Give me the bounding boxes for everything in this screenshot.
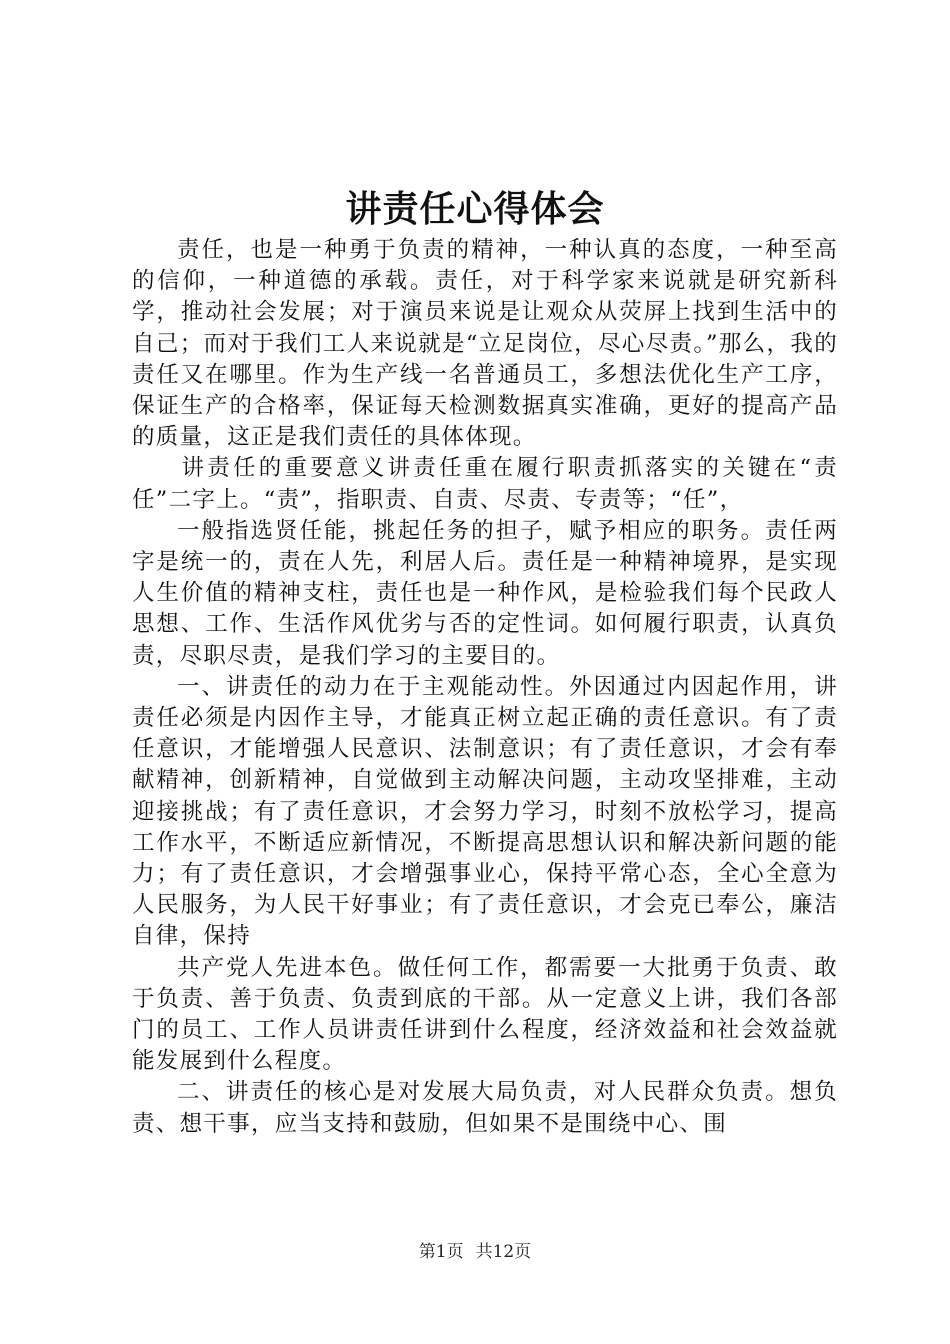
paragraph-4: 一、讲责任的动力在于主观能动性。外因通过内因起作用，讲责任必须是内因作主导，才能真正树立起正确的责任意识。有了责任意识，才能增强人民意识、法制意识；有了责任意识，才会有奉献精神，创新精神，自觉做到主动解决问题，主动攻坚排难，主动迎接挑战；有了责任意识，才会努力学习，时刻不放松学习，提高工作水平，不断适应新情况，不断提高思想认识和解决新问题的能力；有了责任意识，才会增强事业心，保持平常心态，全心全意为人民服务，为人民干好事业；有了责任意识，才会克已奉公，廉洁自律，保持: [132, 673, 838, 950]
paragraph-3: 一般指选贤任能，挑起任务的担子，赋予相应的职务。责任两字是统一的，责在人先，利居人后。责任是一种精神境界，是实现人生价值的精神支柱，责任也是一种作风，是检验我们每个民政人思想、工作、生活作风优劣与否的定性词。如何履行职责，认真负责，尽职尽责，是我们学习的主要目的。: [132, 517, 838, 669]
page-number: 第1页: [418, 1242, 464, 1262]
paragraph-1: 责任，也是一种勇于负责的精神，一种认真的态度，一种至高的信仰，一种道德的承载。责任，对于科学家来说就是研究新科学，推动社会发展；对于演员来说是让观众从荧屏上找到生活中的自己；而对于我们工人来说就是“立足岗位，尽心尽责。”那么，我的责任又在哪里。作为生产线一名普通员工，多想法优化生产工序，保证生产的合格率，保证每天检测数据真实准确，更好的提高产品的质量，这正是我们责任的具体体现。: [132, 237, 838, 451]
paragraph-5: 共产党人先进本色。做任何工作，都需要一大批勇于负责、敢于负责、善于负责、负责到底的干部。从一定意义上讲，我们各部门的员工、工作人员讲责任讲到什么程度，经济效益和社会效益就能发展到什么程度。: [132, 954, 838, 1075]
page-footer: [0, 1240, 950, 1264]
paragraph-6: 二、讲责任的核心是对发展大局负责，对人民群众负责。想负责、想干事，应当支持和鼓励，但如果不是围绕中心、围: [132, 1079, 838, 1137]
paragraph-2: 讲责任的重要意义讲责任重在履行职责抓落实的关键在“责任”二字上。“责”，指职责、自责、尽责、专责等；“任”，: [132, 455, 838, 513]
page-total: 共12页: [475, 1242, 532, 1262]
document-title: 讲责任心得体会: [345, 188, 605, 230]
document-body: [132, 235, 838, 1140]
